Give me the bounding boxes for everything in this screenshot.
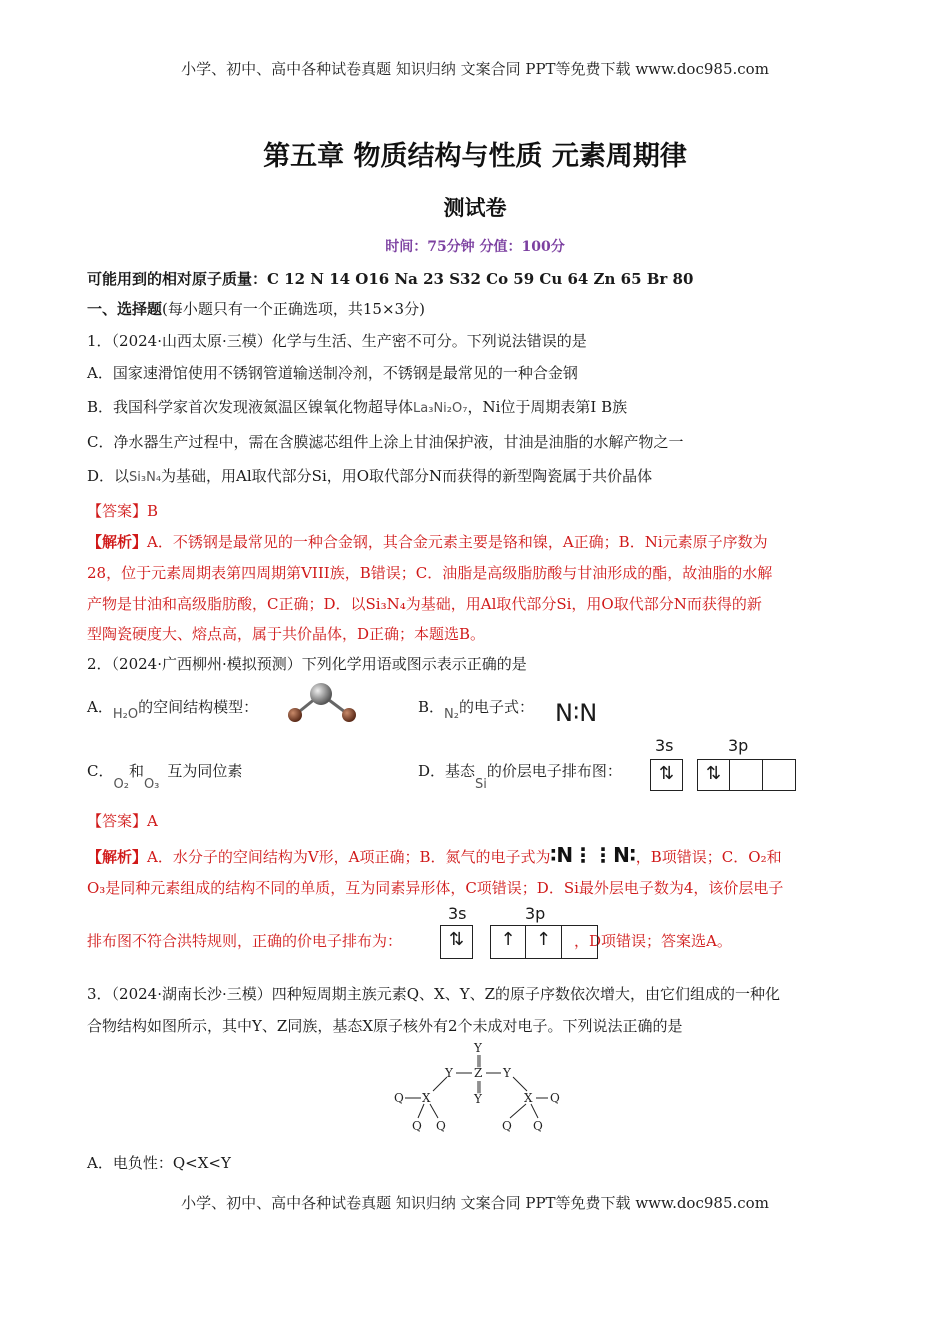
q2-option-b-formula: N₂: [444, 707, 459, 722]
atom-q: Q: [412, 1119, 422, 1133]
double-bond-top: ‖: [476, 1053, 482, 1067]
section-heading: [87, 298, 425, 319]
q3-stem-line-2: 合物结构如图所示，其中Y、Z同族，基态X原子核外有2个未成对电子。下列说法正确的是: [87, 1017, 683, 1035]
q2-correct-3s-orbital: [440, 925, 473, 959]
q1-analysis-line-2: 28，位于元素周期表第四周期第VIII族，B错误；C．油脂是高级脂肪酸与甘油形成的酯，故油脂的水解: [87, 564, 773, 582]
q2-option-c-formula-1: O₂: [113, 777, 129, 792]
q1-option-d-post: 为基础，用Al取代部分Si，用O取代部分N而获得的新型陶瓷属于共价晶体: [161, 467, 653, 485]
q2-analysis-text-3: 排布图不符合洪特规则，正确的价电子排布为：: [87, 932, 403, 950]
section-note: (每小题只有一个正确选项，共15×3分): [162, 300, 425, 318]
document-subtitle: 测试卷: [443, 196, 507, 220]
orbital-box: ⇅: [697, 759, 730, 791]
atom-q: Q: [436, 1119, 446, 1133]
atom-y-left: Y: [445, 1066, 453, 1080]
q2-option-d: [418, 760, 622, 792]
atom-x-right: X: [524, 1091, 533, 1105]
q1-answer: 【答案】B: [87, 502, 159, 520]
q2-correct-3p-label: 3p: [525, 904, 546, 923]
q1-analysis-line-1: [87, 531, 768, 552]
atom-y-top: Y: [474, 1041, 482, 1055]
section-title: 一、选择题: [87, 300, 163, 318]
q2-option-a-formula: H₂O: [112, 707, 139, 722]
q2-option-b-text: 的电子式：: [458, 698, 534, 716]
q2-option-c-formula-2: O₃: [143, 777, 160, 792]
q2-d-3s-orbital: [650, 759, 683, 791]
n2-electron-formula: ∶N⋮⋮N∶: [550, 843, 636, 867]
q2-analysis-text-1b: ，B项错误；C．O₂和: [635, 848, 782, 866]
atom-q: Q: [533, 1119, 543, 1133]
q2-option-a-text: 的空间结构模型：: [138, 698, 259, 716]
q2-answer: 【答案】A: [87, 812, 158, 830]
double-bond-bottom: ‖: [476, 1079, 482, 1093]
q2-analysis-line-3: [87, 930, 732, 951]
page-header: 小学、初中、高中各种试卷真题 知识归纳 文案合同 PPT等免费下载 www.doc985.com: [181, 60, 769, 78]
orbital-box: [562, 925, 598, 959]
atom-q: Q: [394, 1091, 404, 1105]
page-footer: 小学、初中、高中各种试卷真题 知识归纳 文案合同 PPT等免费下载 www.doc985.com: [181, 1194, 769, 1212]
q3-stem-line-1: 3．（2024·湖南长沙·三模）四种短周期主族元素Q、X、Y、Z的原子序数依次增大，由它们组成的一种化: [87, 985, 781, 1003]
atomic-masses: 可能用到的相对原子质量：C 12 N 14 O16 Na 23 S32 Co 59 Cu 64 Zn 65 Br 80: [87, 270, 694, 288]
atom-x-left: X: [422, 1091, 431, 1105]
q1-analysis-text-1: A．不锈钢是最常见的一种合金钢，其合金元素主要是铬和镍，A正确；B．Ni元素原子序数为: [147, 533, 768, 551]
q2-analysis-line-1: [87, 843, 782, 867]
q1-option-d-pre: D．以: [87, 467, 130, 485]
time-score-line: 时间：75分钟 分值：100分: [385, 239, 565, 255]
q2-option-d-label: D．基态: [418, 762, 476, 780]
q2-analysis-text-3b: ，D项错误；答案选A。: [574, 932, 732, 950]
q2-analysis-line-2: O₃是同种元素组成的结构不同的单质，互为同素异形体，C项错误；D．Si最外层电子数为4，该价层电子: [87, 879, 784, 897]
q1-option-c: C．净水器生产过程中，需在含膜滤芯组件上涂上甘油保护液，甘油是油脂的水解产物之一: [87, 433, 684, 451]
q1-analysis-line-3: 产物是甘油和高级脂肪酸，C正确；D．以Si₃N₄为基础，用Al取代部分Si，用O取代部分N而获得的新: [87, 595, 762, 613]
q1-analysis-label: 【解析】: [87, 533, 148, 551]
atom-y-right: Y: [503, 1066, 511, 1080]
q2-option-c-label: C．: [87, 762, 114, 780]
q2-correct-3p-orbitals: [490, 925, 598, 959]
q2-option-c: [87, 760, 243, 792]
q2-d-3p-label: 3p: [728, 736, 749, 755]
orbital-box: ↑: [526, 925, 562, 959]
q2-option-d-formula: Si: [475, 777, 487, 792]
q2-option-c-text: 互为同位素: [167, 762, 243, 780]
q1-analysis-line-4: 型陶瓷硬度大、熔点高，属于共价晶体，D正确；本题选B。: [87, 625, 486, 643]
q2-option-b: [418, 696, 534, 722]
q2-option-d-text: 的价层电子排布图：: [486, 762, 622, 780]
orbital-box: ⇅: [650, 759, 683, 791]
document-title: 第五章 物质结构与性质 元素周期律: [263, 141, 687, 172]
atom-y-bottom: Y: [474, 1092, 482, 1106]
q1-option-b-formula: La₃Ni₂O₇: [413, 401, 468, 416]
q2-option-a: [87, 696, 259, 722]
orbital-box: ⇅: [440, 925, 473, 959]
q2-option-b-electron-formula: N∶N: [555, 699, 598, 727]
q1-option-a: A．国家速滑馆使用不锈钢管道输送制冷剂，不锈钢是最常见的一种合金钢: [87, 364, 578, 382]
q3-structure-diagram: [390, 1040, 570, 1140]
water-molecule-model-icon: [285, 680, 361, 726]
q3-option-a: A．电负性：Q<X<Y: [87, 1154, 231, 1172]
q2-option-a-label: A．: [87, 698, 113, 716]
q2-d-3p-orbitals: [697, 759, 796, 791]
atom-q: Q: [502, 1119, 512, 1133]
q1-option-b-pre: B．我国科学家首次发现液氮温区镍氧化物超导体: [87, 398, 414, 416]
q1-option-b-post: ，Ni位于周期表第Ⅰ B族: [467, 398, 628, 416]
orbital-box: ↑: [490, 925, 526, 959]
q1-option-b: [87, 396, 627, 417]
q2-analysis-label: 【解析】: [87, 848, 148, 866]
orbital-box: [730, 759, 763, 791]
q2-stem: 2．（2024·广西柳州·模拟预测）下列化学用语或图示表示正确的是: [87, 655, 527, 673]
q2-d-3s-label: 3s: [655, 736, 674, 755]
q2-analysis-text-1: A．水分子的空间结构为V形，A项正确；B．氮气的电子式为: [147, 848, 551, 866]
q1-option-d: [87, 465, 652, 486]
q2-option-c-and: 和: [128, 762, 144, 780]
orbital-box: [763, 759, 796, 791]
q2-correct-3s-label: 3s: [448, 904, 467, 923]
q1-option-d-formula: Si₃N₄: [129, 470, 162, 485]
atom-z: Z: [474, 1066, 483, 1080]
q2-option-b-label: B．: [418, 698, 445, 716]
q1-stem: 1．（2024·山西太原·三模）化学与生活、生产密不可分。下列说法错误的是: [87, 332, 587, 350]
atom-q: Q: [550, 1091, 560, 1105]
